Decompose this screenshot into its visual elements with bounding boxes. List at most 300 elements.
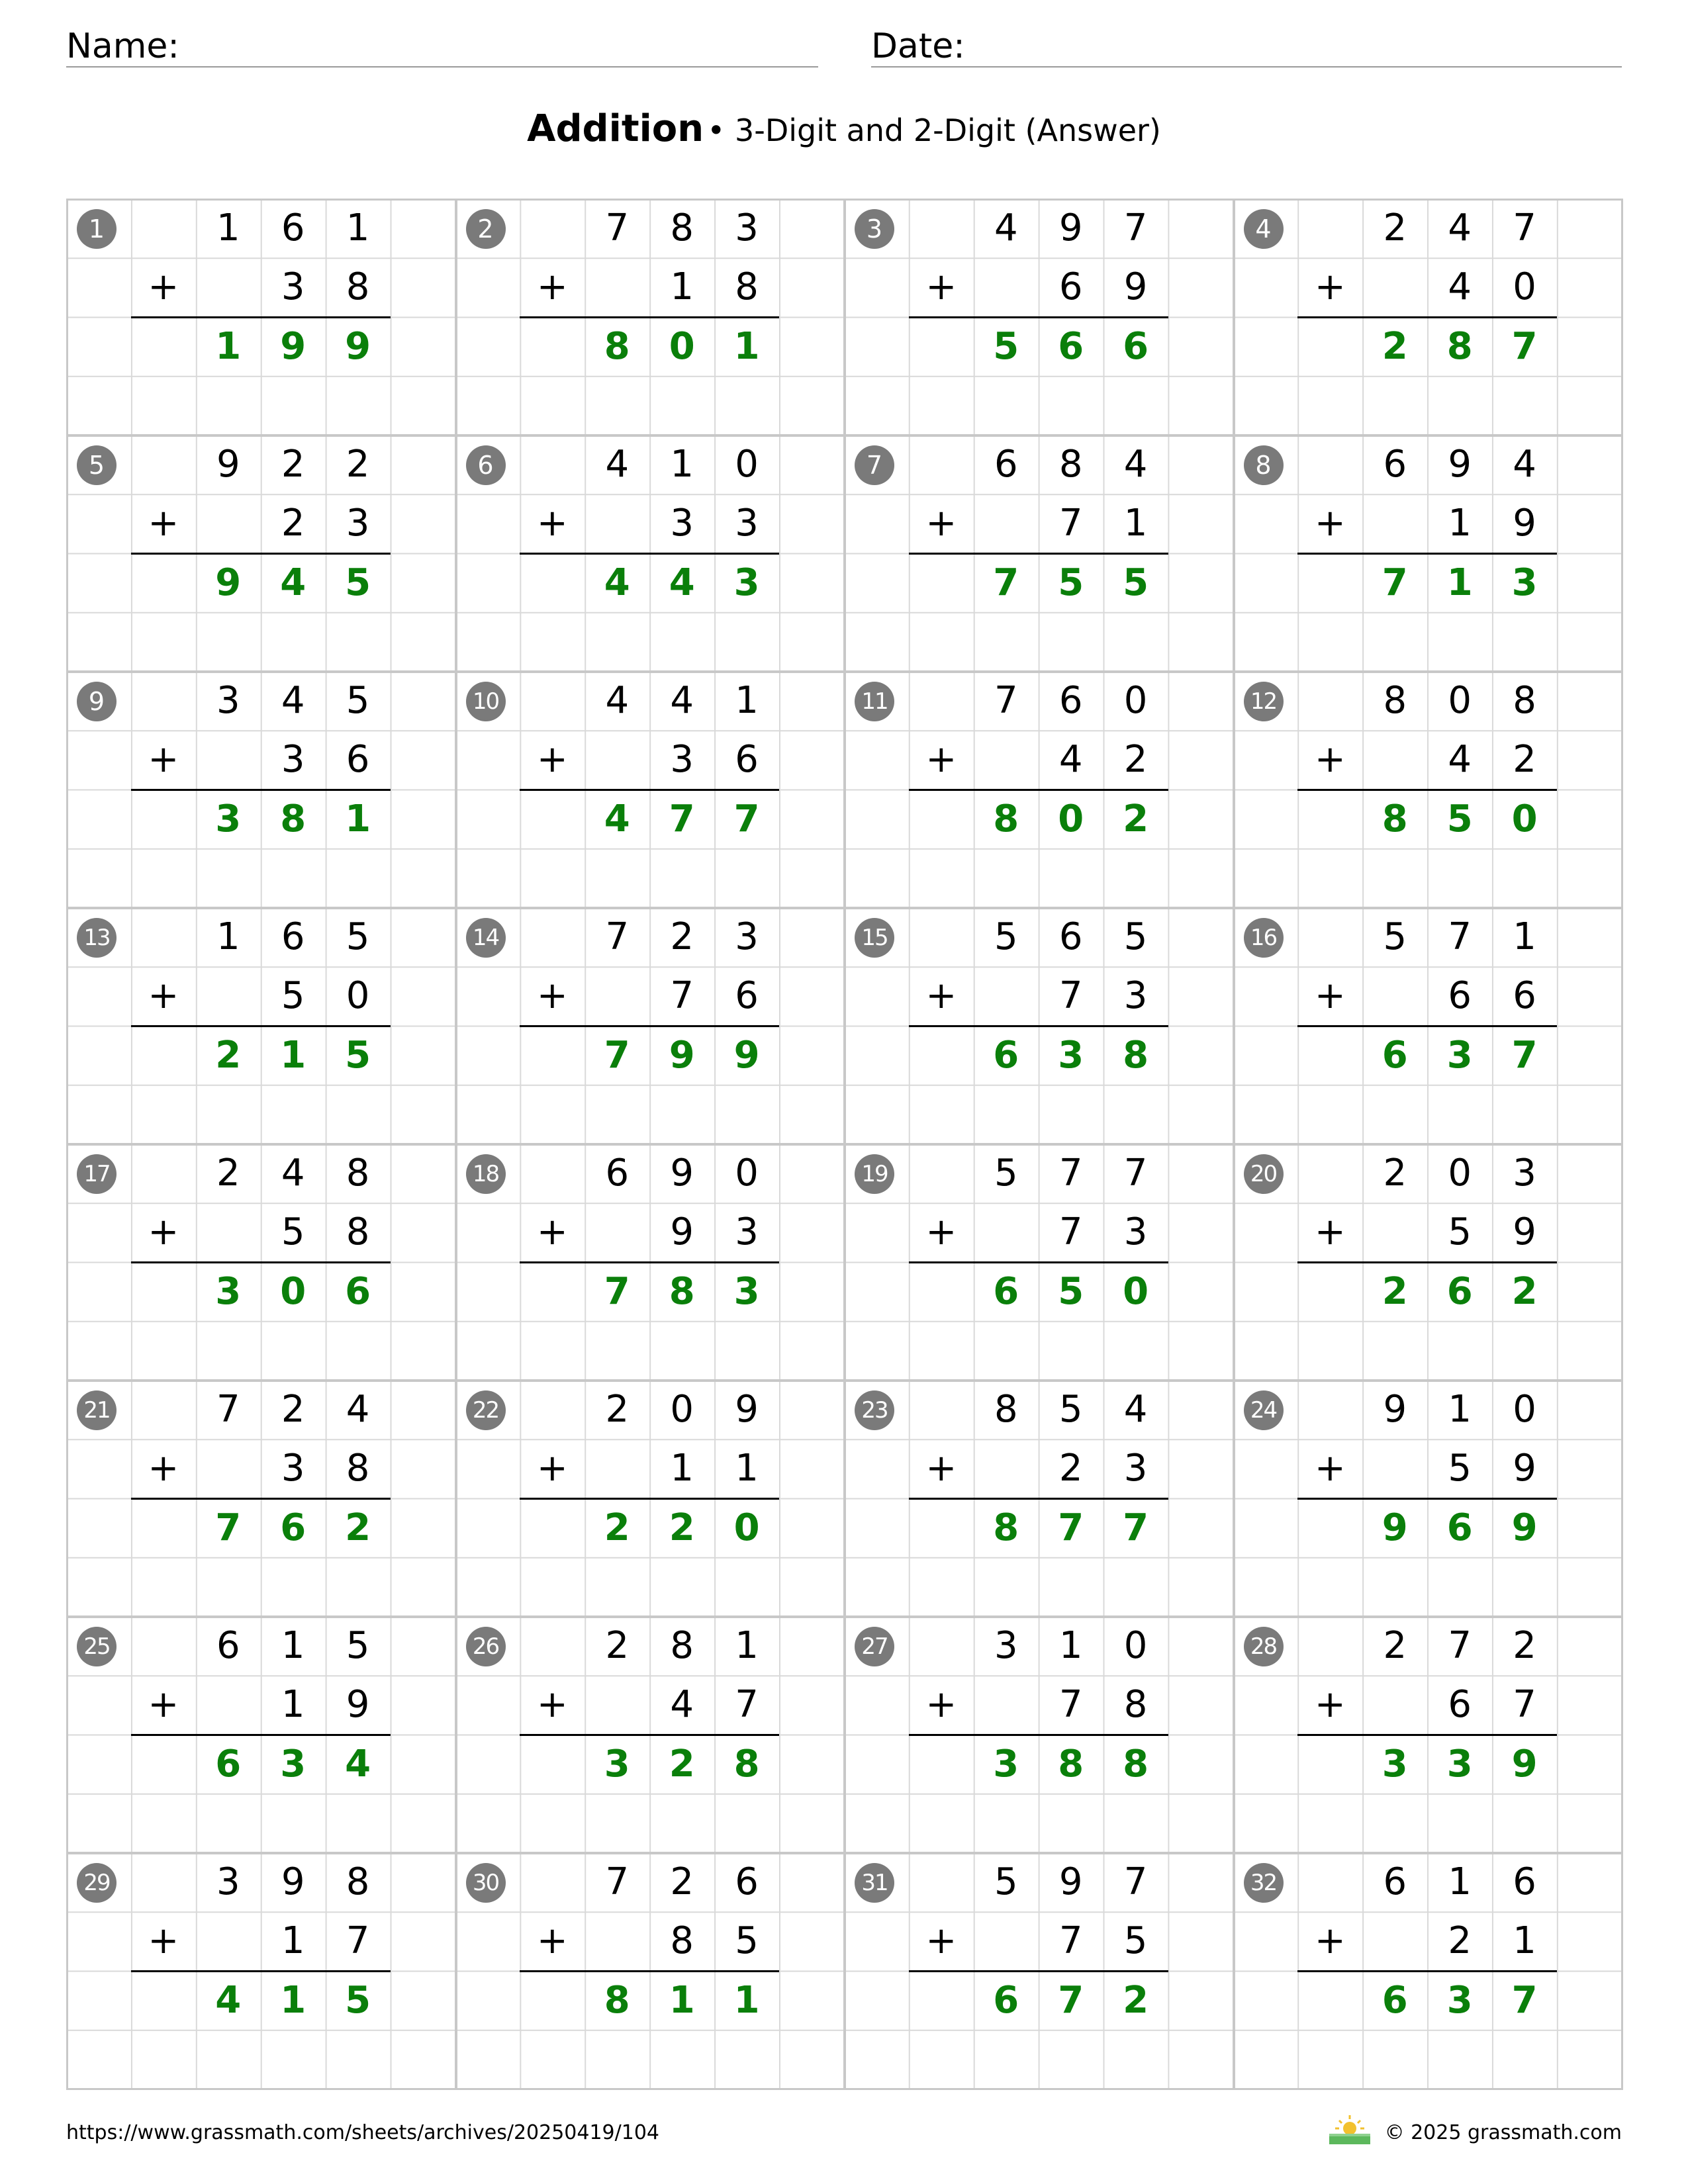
answer-digit: 7 [1382, 561, 1408, 604]
sum-line [131, 789, 391, 791]
plus-sign: + [925, 738, 957, 782]
plus-sign: + [1314, 1919, 1346, 1963]
top-digit: 9 [735, 1388, 759, 1431]
top-digit: 7 [1123, 1860, 1148, 1903]
bottom-digit: 7 [670, 974, 694, 1018]
answer-digit: 0 [1123, 1269, 1149, 1313]
top-digit: 9 [1058, 1860, 1083, 1903]
bottom-digit: 9 [346, 1683, 370, 1727]
plus-sign: + [148, 974, 179, 1018]
top-digit: 1 [281, 1624, 305, 1667]
top-digit: 3 [735, 915, 759, 958]
answer-digit: 7 [1058, 1978, 1084, 2022]
plus-sign: + [925, 265, 957, 309]
answer-digit: 2 [1123, 797, 1149, 841]
sum-line [131, 1734, 391, 1736]
top-digit: 4 [605, 679, 630, 722]
plus-sign: + [925, 1210, 957, 1254]
problem-27 [844, 1616, 1233, 1852]
plus-sign: + [1314, 502, 1346, 545]
bottom-digit: 1 [1513, 1919, 1536, 1963]
bottom-digit: 7 [346, 1919, 370, 1963]
plus-sign: + [536, 1210, 568, 1254]
bottom-digit: 6 [1448, 974, 1472, 1018]
bottom-digit: 4 [1448, 738, 1472, 782]
answer-digit: 7 [1511, 1033, 1538, 1077]
problem-23 [844, 1380, 1233, 1616]
bottom-digit: 4 [1448, 265, 1472, 309]
top-digit: 7 [1123, 1152, 1148, 1195]
bottom-digit: 3 [1123, 1210, 1148, 1254]
top-digit: 5 [1123, 915, 1148, 958]
top-digit: 4 [994, 206, 1018, 250]
answer-digit: 1 [733, 1978, 760, 2022]
problem-number-badge: 21 [77, 1390, 117, 1430]
answer-digit: 3 [1382, 1742, 1408, 1786]
answer-digit: 2 [1511, 1269, 1538, 1313]
bottom-digit: 3 [281, 1447, 305, 1490]
problem-number-badge: 5 [77, 445, 117, 485]
problem-18 [455, 1144, 845, 1380]
bottom-digit: 3 [281, 265, 305, 309]
title-subtitle: • 3-Digit and 2-Digit (Answer) [707, 113, 1161, 148]
problem-9 [66, 671, 455, 907]
plus-sign: + [1314, 265, 1346, 309]
problem-2 [455, 199, 845, 435]
problem-number-badge: 26 [466, 1627, 506, 1666]
bottom-digit: 2 [281, 502, 305, 545]
top-digit: 7 [994, 679, 1018, 722]
bottom-digit: 9 [1123, 265, 1148, 309]
problem-number-badge: 12 [1244, 682, 1284, 721]
answer-digit: 8 [604, 1978, 630, 2022]
plus-sign: + [148, 1210, 179, 1254]
problem-number-badge: 28 [1244, 1627, 1284, 1666]
sum-line [131, 1970, 391, 1972]
answer-digit: 1 [345, 797, 371, 841]
problem-number-badge: 16 [1244, 918, 1284, 958]
answer-digit: 3 [1446, 1033, 1473, 1077]
sum-line [1297, 789, 1557, 791]
top-digit: 5 [1383, 915, 1407, 958]
top-digit: 8 [1383, 679, 1407, 722]
bottom-digit: 8 [346, 1447, 370, 1490]
bottom-digit: 7 [1058, 502, 1083, 545]
top-digit: 6 [216, 1624, 240, 1667]
sum-line [1297, 1734, 1557, 1736]
answer-digit: 3 [215, 797, 242, 841]
answer-digit: 3 [733, 1269, 760, 1313]
plus-sign: + [536, 502, 568, 545]
answer-digit: 2 [669, 1506, 695, 1549]
problem-28 [1233, 1616, 1622, 1852]
answer-digit: 9 [215, 561, 242, 604]
problem-24 [1233, 1380, 1622, 1616]
top-digit: 8 [670, 1624, 694, 1667]
plus-sign: + [148, 1683, 179, 1727]
answer-digit: 6 [993, 1269, 1019, 1313]
answer-digit: 6 [1446, 1506, 1473, 1549]
bottom-digit: 7 [1513, 1683, 1536, 1727]
answer-digit: 9 [1511, 1506, 1538, 1549]
problem-26 [455, 1616, 845, 1852]
plus-sign: + [148, 738, 179, 782]
answer-digit: 0 [280, 1269, 306, 1313]
answer-digit: 5 [1058, 561, 1084, 604]
answer-digit: 2 [1382, 1269, 1408, 1313]
sum-line [131, 1025, 391, 1027]
top-digit: 2 [346, 443, 370, 486]
plus-sign: + [536, 974, 568, 1018]
answer-digit: 3 [993, 1742, 1019, 1786]
top-digit: 5 [994, 915, 1018, 958]
answer-digit: 5 [1446, 797, 1473, 841]
top-digit: 2 [605, 1624, 630, 1667]
top-digit: 1 [670, 443, 694, 486]
top-digit: 4 [281, 1152, 305, 1195]
sum-line [520, 1734, 779, 1736]
bottom-digit: 2 [1123, 738, 1148, 782]
sum-line [520, 1025, 779, 1027]
problem-8 [1233, 435, 1622, 671]
problem-12 [1233, 671, 1622, 907]
bottom-digit: 1 [670, 265, 694, 309]
sum-line [131, 553, 391, 555]
answer-digit: 7 [1123, 1506, 1149, 1549]
top-digit: 2 [281, 443, 305, 486]
sum-line [131, 1498, 391, 1500]
answer-digit: 3 [733, 561, 760, 604]
worksheet-title [0, 106, 1688, 161]
problem-32 [1233, 1852, 1622, 2089]
bottom-digit: 4 [1058, 738, 1083, 782]
sum-line [1297, 1261, 1557, 1263]
answer-digit: 8 [1123, 1742, 1149, 1786]
date-line [871, 66, 1622, 68]
answer-digit: 1 [669, 1978, 695, 2022]
answer-digit: 0 [1511, 797, 1538, 841]
top-digit: 7 [1448, 1624, 1472, 1667]
bottom-digit: 6 [1448, 1683, 1472, 1727]
top-digit: 6 [605, 1152, 630, 1195]
problem-number-badge: 9 [77, 682, 117, 721]
top-digit: 9 [1448, 443, 1472, 486]
answer-digit: 3 [215, 1269, 242, 1313]
problem-5 [66, 435, 455, 671]
top-digit: 2 [1513, 1624, 1536, 1667]
problem-number-badge: 6 [466, 445, 506, 485]
problem-number-badge: 10 [466, 682, 506, 721]
top-digit: 6 [735, 1860, 759, 1903]
problem-25 [66, 1616, 455, 1852]
sum-line [909, 1498, 1168, 1500]
plus-sign: + [1314, 974, 1346, 1018]
sum-line [520, 1970, 779, 1972]
bottom-digit: 3 [735, 1210, 759, 1254]
top-digit: 0 [1123, 1624, 1148, 1667]
problem-number-badge: 29 [77, 1863, 117, 1903]
answer-digit: 9 [345, 324, 371, 368]
top-digit: 7 [216, 1388, 240, 1431]
bottom-digit: 1 [281, 1683, 305, 1727]
plus-sign: + [536, 1919, 568, 1963]
bottom-digit: 6 [1058, 265, 1083, 309]
bottom-digit: 3 [346, 502, 370, 545]
bottom-digit: 7 [1058, 1210, 1083, 1254]
top-digit: 6 [994, 443, 1018, 486]
bottom-digit: 5 [281, 974, 305, 1018]
footer-url: https://www.grassmath.com/sheets/archives/20250419/104 [66, 2121, 660, 2144]
plus-sign: + [148, 1447, 179, 1490]
answer-digit: 3 [1058, 1033, 1084, 1077]
answer-digit: 8 [280, 797, 306, 841]
problem-21 [66, 1380, 455, 1616]
top-digit: 4 [670, 679, 694, 722]
top-digit: 2 [670, 1860, 694, 1903]
name-label: Name: [66, 26, 179, 66]
bottom-digit: 2 [1448, 1919, 1472, 1963]
bottom-digit: 3 [1123, 1447, 1148, 1490]
answer-digit: 5 [345, 1033, 371, 1077]
problem-1 [66, 199, 455, 435]
bottom-digit: 5 [1123, 1919, 1148, 1963]
top-digit: 2 [1383, 1152, 1407, 1195]
plus-sign: + [925, 1919, 957, 1963]
top-digit: 2 [1383, 1624, 1407, 1667]
plus-sign: + [925, 502, 957, 545]
problem-number-badge: 13 [77, 918, 117, 958]
top-digit: 1 [1448, 1860, 1472, 1903]
top-digit: 4 [1123, 443, 1148, 486]
top-digit: 9 [1058, 206, 1083, 250]
top-digit: 4 [1448, 206, 1472, 250]
top-digit: 7 [1513, 206, 1536, 250]
problem-number-badge: 20 [1244, 1154, 1284, 1194]
bottom-digit: 8 [1123, 1683, 1148, 1727]
top-digit: 1 [735, 1624, 759, 1667]
top-digit: 8 [670, 206, 694, 250]
problem-20 [1233, 1144, 1622, 1380]
problem-17 [66, 1144, 455, 1380]
sum-line [1297, 316, 1557, 318]
plus-sign: + [1314, 1683, 1346, 1727]
answer-digit: 3 [1511, 561, 1538, 604]
plus-sign: + [536, 1683, 568, 1727]
answer-digit: 1 [1446, 561, 1473, 604]
top-digit: 1 [216, 915, 240, 958]
top-digit: 0 [1448, 679, 1472, 722]
answer-digit: 4 [215, 1978, 242, 2022]
problem-7 [844, 435, 1233, 671]
sum-line [909, 789, 1168, 791]
answer-digit: 2 [1123, 1978, 1149, 2022]
bottom-digit: 3 [281, 738, 305, 782]
top-digit: 6 [1383, 443, 1407, 486]
answer-digit: 4 [604, 561, 630, 604]
problem-number-badge: 1 [77, 209, 117, 249]
answer-digit: 8 [733, 1742, 760, 1786]
name-line [66, 66, 818, 68]
top-digit: 9 [670, 1152, 694, 1195]
answer-digit: 8 [1058, 1742, 1084, 1786]
answer-digit: 5 [1123, 561, 1149, 604]
bottom-digit: 3 [735, 502, 759, 545]
bottom-digit: 9 [1513, 502, 1536, 545]
sum-line [1297, 1970, 1557, 1972]
plus-sign: + [536, 738, 568, 782]
top-digit: 5 [346, 1624, 370, 1667]
answer-digit: 6 [993, 1033, 1019, 1077]
answer-digit: 3 [604, 1742, 630, 1786]
answer-digit: 4 [669, 561, 695, 604]
plus-sign: + [1314, 1447, 1346, 1490]
answer-digit: 2 [604, 1506, 630, 1549]
answer-digit: 8 [993, 797, 1019, 841]
top-digit: 0 [1448, 1152, 1472, 1195]
date-label: Date: [871, 26, 965, 66]
answer-digit: 6 [1382, 1978, 1408, 2022]
problem-number-badge: 27 [855, 1627, 894, 1666]
bottom-digit: 2 [1513, 738, 1536, 782]
top-digit: 7 [605, 1860, 630, 1903]
answer-digit: 7 [604, 1269, 630, 1313]
bottom-digit: 7 [1058, 1683, 1083, 1727]
answer-digit: 7 [215, 1506, 242, 1549]
top-digit: 0 [1123, 679, 1148, 722]
answer-digit: 9 [1511, 1742, 1538, 1786]
answer-digit: 2 [215, 1033, 242, 1077]
top-digit: 5 [346, 915, 370, 958]
plus-sign: + [1314, 738, 1346, 782]
sum-line [1297, 1025, 1557, 1027]
top-digit: 5 [994, 1152, 1018, 1195]
sum-line [1297, 1498, 1557, 1500]
top-digit: 5 [346, 679, 370, 722]
answer-digit: 6 [345, 1269, 371, 1313]
top-digit: 8 [1513, 679, 1536, 722]
sum-line [909, 316, 1168, 318]
bottom-digit: 9 [1513, 1210, 1536, 1254]
bottom-digit: 4 [670, 1683, 694, 1727]
bottom-digit: 8 [346, 1210, 370, 1254]
plus-sign: + [925, 1447, 957, 1490]
problem-30 [455, 1852, 845, 2089]
bottom-digit: 8 [670, 1919, 694, 1963]
top-digit: 2 [605, 1388, 630, 1431]
bottom-digit: 9 [1513, 1447, 1536, 1490]
answer-digit: 2 [1382, 324, 1408, 368]
answer-digit: 0 [1058, 797, 1084, 841]
top-digit: 7 [1448, 915, 1472, 958]
top-digit: 5 [1058, 1388, 1083, 1431]
sum-line [520, 1498, 779, 1500]
top-digit: 6 [281, 915, 305, 958]
top-digit: 1 [216, 206, 240, 250]
sum-line [909, 1261, 1168, 1263]
answer-digit: 3 [1446, 1978, 1473, 2022]
answer-digit: 9 [280, 324, 306, 368]
bottom-digit: 1 [1448, 502, 1472, 545]
sum-line [909, 1970, 1168, 1972]
top-digit: 8 [1058, 443, 1083, 486]
answer-digit: 7 [993, 561, 1019, 604]
answer-digit: 0 [733, 1506, 760, 1549]
title-main: Addition [527, 107, 704, 150]
problem-29 [66, 1852, 455, 2089]
problem-6 [455, 435, 845, 671]
answer-digit: 7 [1511, 324, 1538, 368]
top-digit: 6 [1513, 1860, 1536, 1903]
top-digit: 3 [216, 679, 240, 722]
answer-digit: 7 [1058, 1506, 1084, 1549]
bottom-digit: 7 [1058, 1919, 1083, 1963]
top-digit: 4 [1123, 1388, 1148, 1431]
problem-number-badge: 25 [77, 1627, 117, 1666]
top-digit: 6 [281, 206, 305, 250]
bottom-digit: 8 [346, 265, 370, 309]
problem-number-badge: 14 [466, 918, 506, 958]
top-digit: 1 [1513, 915, 1536, 958]
top-digit: 1 [1448, 1388, 1472, 1431]
problem-16 [1233, 907, 1622, 1144]
bottom-digit: 2 [1058, 1447, 1083, 1490]
plus-sign: + [925, 1683, 957, 1727]
sum-line [909, 553, 1168, 555]
answer-digit: 2 [345, 1506, 371, 1549]
answer-digit: 1 [280, 1033, 306, 1077]
problem-10 [455, 671, 845, 907]
bottom-digit: 6 [735, 738, 759, 782]
top-digit: 6 [1058, 915, 1083, 958]
answer-digit: 9 [733, 1033, 760, 1077]
problem-14 [455, 907, 845, 1144]
problem-31 [844, 1852, 1233, 2089]
problem-22 [455, 1380, 845, 1616]
top-digit: 7 [605, 915, 630, 958]
sum-line [131, 316, 391, 318]
answer-digit: 8 [604, 324, 630, 368]
problem-3 [844, 199, 1233, 435]
answer-digit: 9 [1382, 1506, 1408, 1549]
grass-sun-logo-icon [1327, 2114, 1373, 2146]
answer-digit: 1 [215, 324, 242, 368]
plus-sign: + [148, 1919, 179, 1963]
top-digit: 6 [1058, 679, 1083, 722]
plus-sign: + [148, 265, 179, 309]
top-digit: 0 [735, 1152, 759, 1195]
answer-digit: 6 [1123, 324, 1149, 368]
top-digit: 8 [346, 1152, 370, 1195]
problem-number-badge: 11 [855, 682, 894, 721]
problem-number-badge: 23 [855, 1390, 894, 1430]
problem-number-badge: 22 [466, 1390, 506, 1430]
bottom-digit: 6 [346, 738, 370, 782]
problem-19 [844, 1144, 1233, 1380]
answer-digit: 7 [604, 1033, 630, 1077]
answer-digit: 7 [733, 797, 760, 841]
sum-line [520, 316, 779, 318]
sum-line [520, 1261, 779, 1263]
top-digit: 2 [216, 1152, 240, 1195]
top-digit: 9 [216, 443, 240, 486]
top-digit: 1 [1058, 1624, 1083, 1667]
bottom-digit: 3 [1123, 974, 1148, 1018]
answer-digit: 6 [280, 1506, 306, 1549]
bottom-digit: 6 [735, 974, 759, 1018]
sum-line [909, 1734, 1168, 1736]
answer-digit: 2 [669, 1742, 695, 1786]
bottom-digit: 6 [1513, 974, 1536, 1018]
